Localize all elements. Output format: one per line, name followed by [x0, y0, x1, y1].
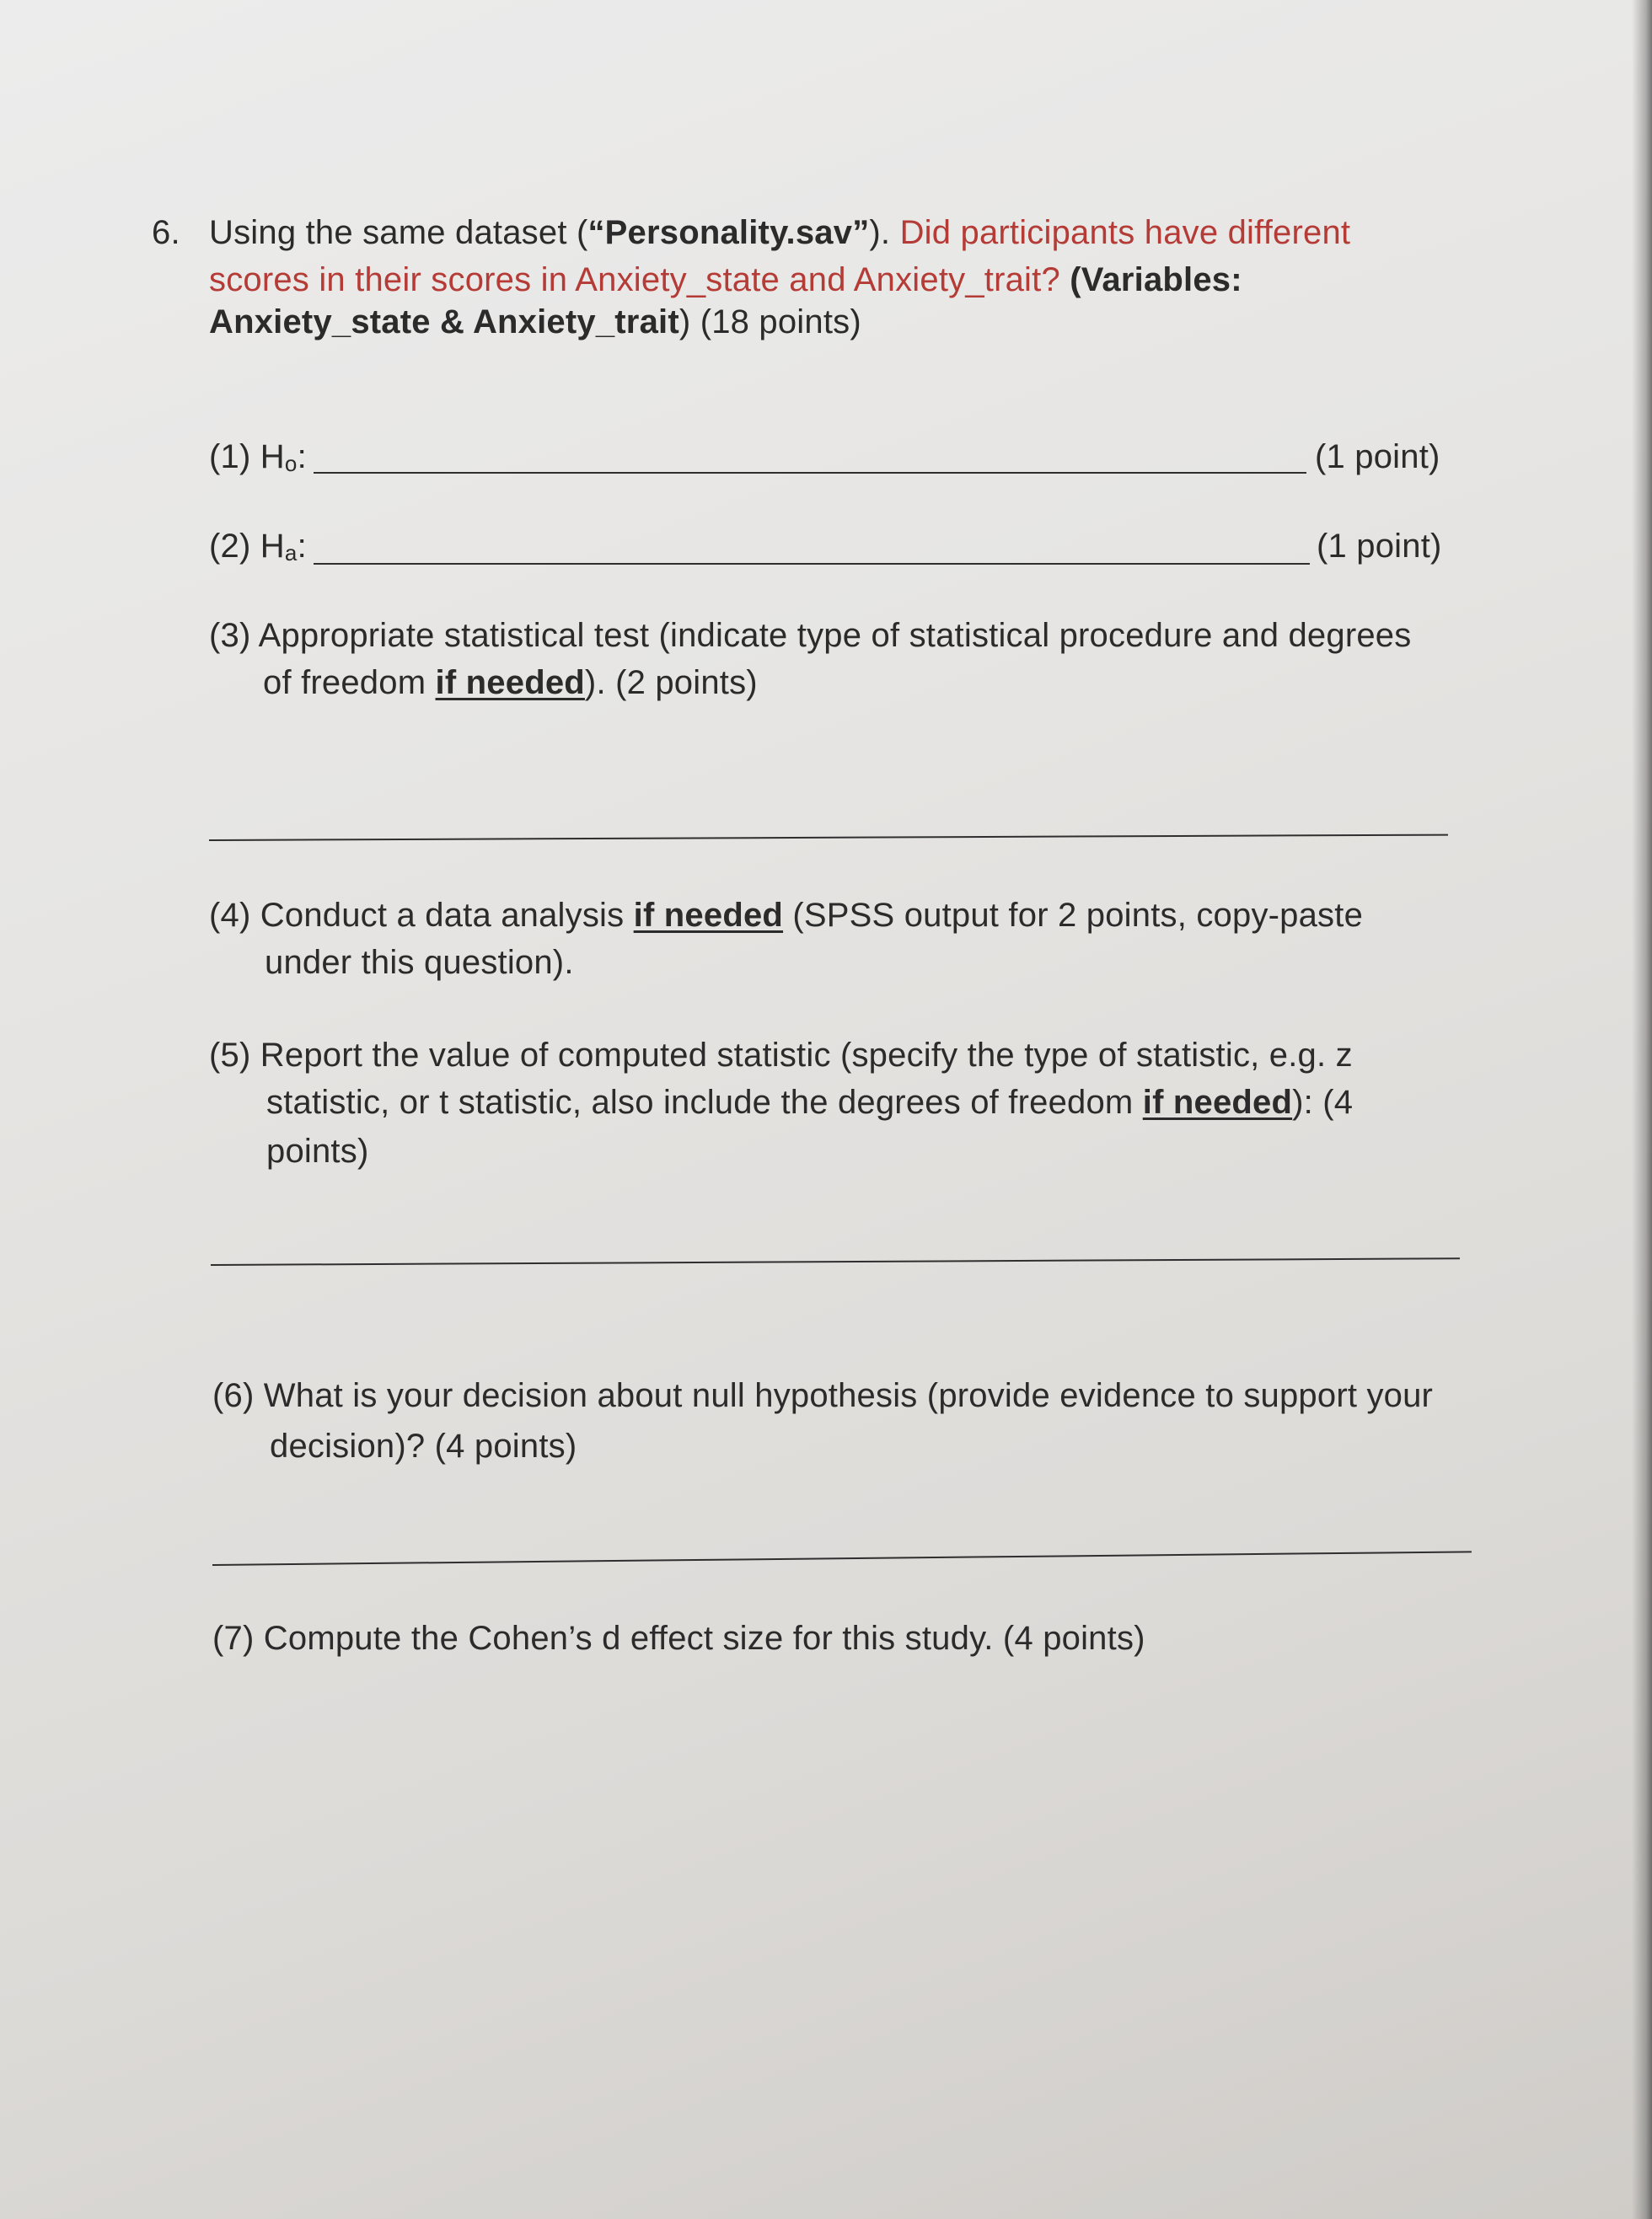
- statistic-answer-line[interactable]: [211, 1257, 1460, 1266]
- analysis-text: (4) Conduct a data analysis: [209, 897, 634, 934]
- question-number: 6.: [152, 214, 180, 251]
- h0-label: [209, 437, 307, 484]
- statistic-line2: [266, 1082, 1353, 1123]
- test-if-needed: if needed: [435, 664, 585, 701]
- ha-label: [209, 526, 307, 573]
- test-text: of freedom: [263, 664, 436, 701]
- statistic-line3: points): [266, 1133, 369, 1170]
- statistic-text: statistic, or t statistic, also include the degrees of freedom: [266, 1084, 1143, 1121]
- analysis-text-tail: (SPSS output for 2 points, copy-paste: [783, 897, 1364, 934]
- ha-answer-line[interactable]: [314, 563, 1310, 565]
- total-points: ) (18 points): [678, 303, 861, 340]
- test-line1: (3) Appropriate statistical test (indicate type of statistical procedure and degrees: [209, 617, 1412, 654]
- analysis-line2: under this question).: [265, 944, 574, 981]
- page-edge-shadow: [1632, 0, 1652, 2219]
- ha-prefix: (2) H: [209, 528, 285, 565]
- h0-prefix: (1) H: [209, 438, 285, 475]
- analysis-line1: [209, 895, 1363, 935]
- h0-points: (1 point): [1315, 438, 1440, 475]
- dataset-name: “Personality.sav”: [587, 214, 870, 251]
- ha-colon: :: [297, 528, 307, 565]
- intro-text: Using the same dataset (: [209, 214, 588, 251]
- decision-line1: (6) What is your decision about null hypothesis (provide evidence to support your: [212, 1377, 1434, 1414]
- research-question-part1: Did participants have different: [899, 214, 1351, 251]
- effect-size-line1: (7) Compute the Cohen’s d effect size for this study. (4 points): [212, 1620, 1145, 1657]
- research-question-part2: scores in their scores in Anxiety_state and Anxiety_trait?: [209, 261, 1060, 298]
- decision-answer-line[interactable]: [212, 1551, 1472, 1566]
- test-answer-line[interactable]: [209, 834, 1448, 841]
- test-points: ). (2 points): [584, 664, 758, 701]
- test-line2: [263, 662, 758, 703]
- ha-points: (1 point): [1317, 528, 1442, 565]
- h0-colon: :: [297, 438, 307, 475]
- variables-names: Anxiety_state & Anxiety_trait: [209, 303, 679, 340]
- statistic-points: ): (4: [1292, 1084, 1354, 1121]
- decision-line2: decision)? (4 points): [270, 1428, 577, 1465]
- h0-subscript: o: [284, 451, 298, 476]
- statistic-if-needed: if needed: [1142, 1084, 1293, 1121]
- analysis-if-needed: if needed: [633, 897, 784, 934]
- variables-label: (Variables:: [1059, 261, 1242, 298]
- intro-text-close: ).: [869, 214, 900, 251]
- h0-answer-line[interactable]: [314, 472, 1306, 474]
- question-intro-line1: [209, 212, 1350, 253]
- statistic-line1: (5) Report the value of computed statistic (specify the type of statistic, e.g. z: [209, 1037, 1353, 1074]
- question-intro-line2: [209, 260, 1242, 300]
- question-intro-line3: [209, 302, 861, 342]
- ha-subscript: a: [284, 540, 298, 565]
